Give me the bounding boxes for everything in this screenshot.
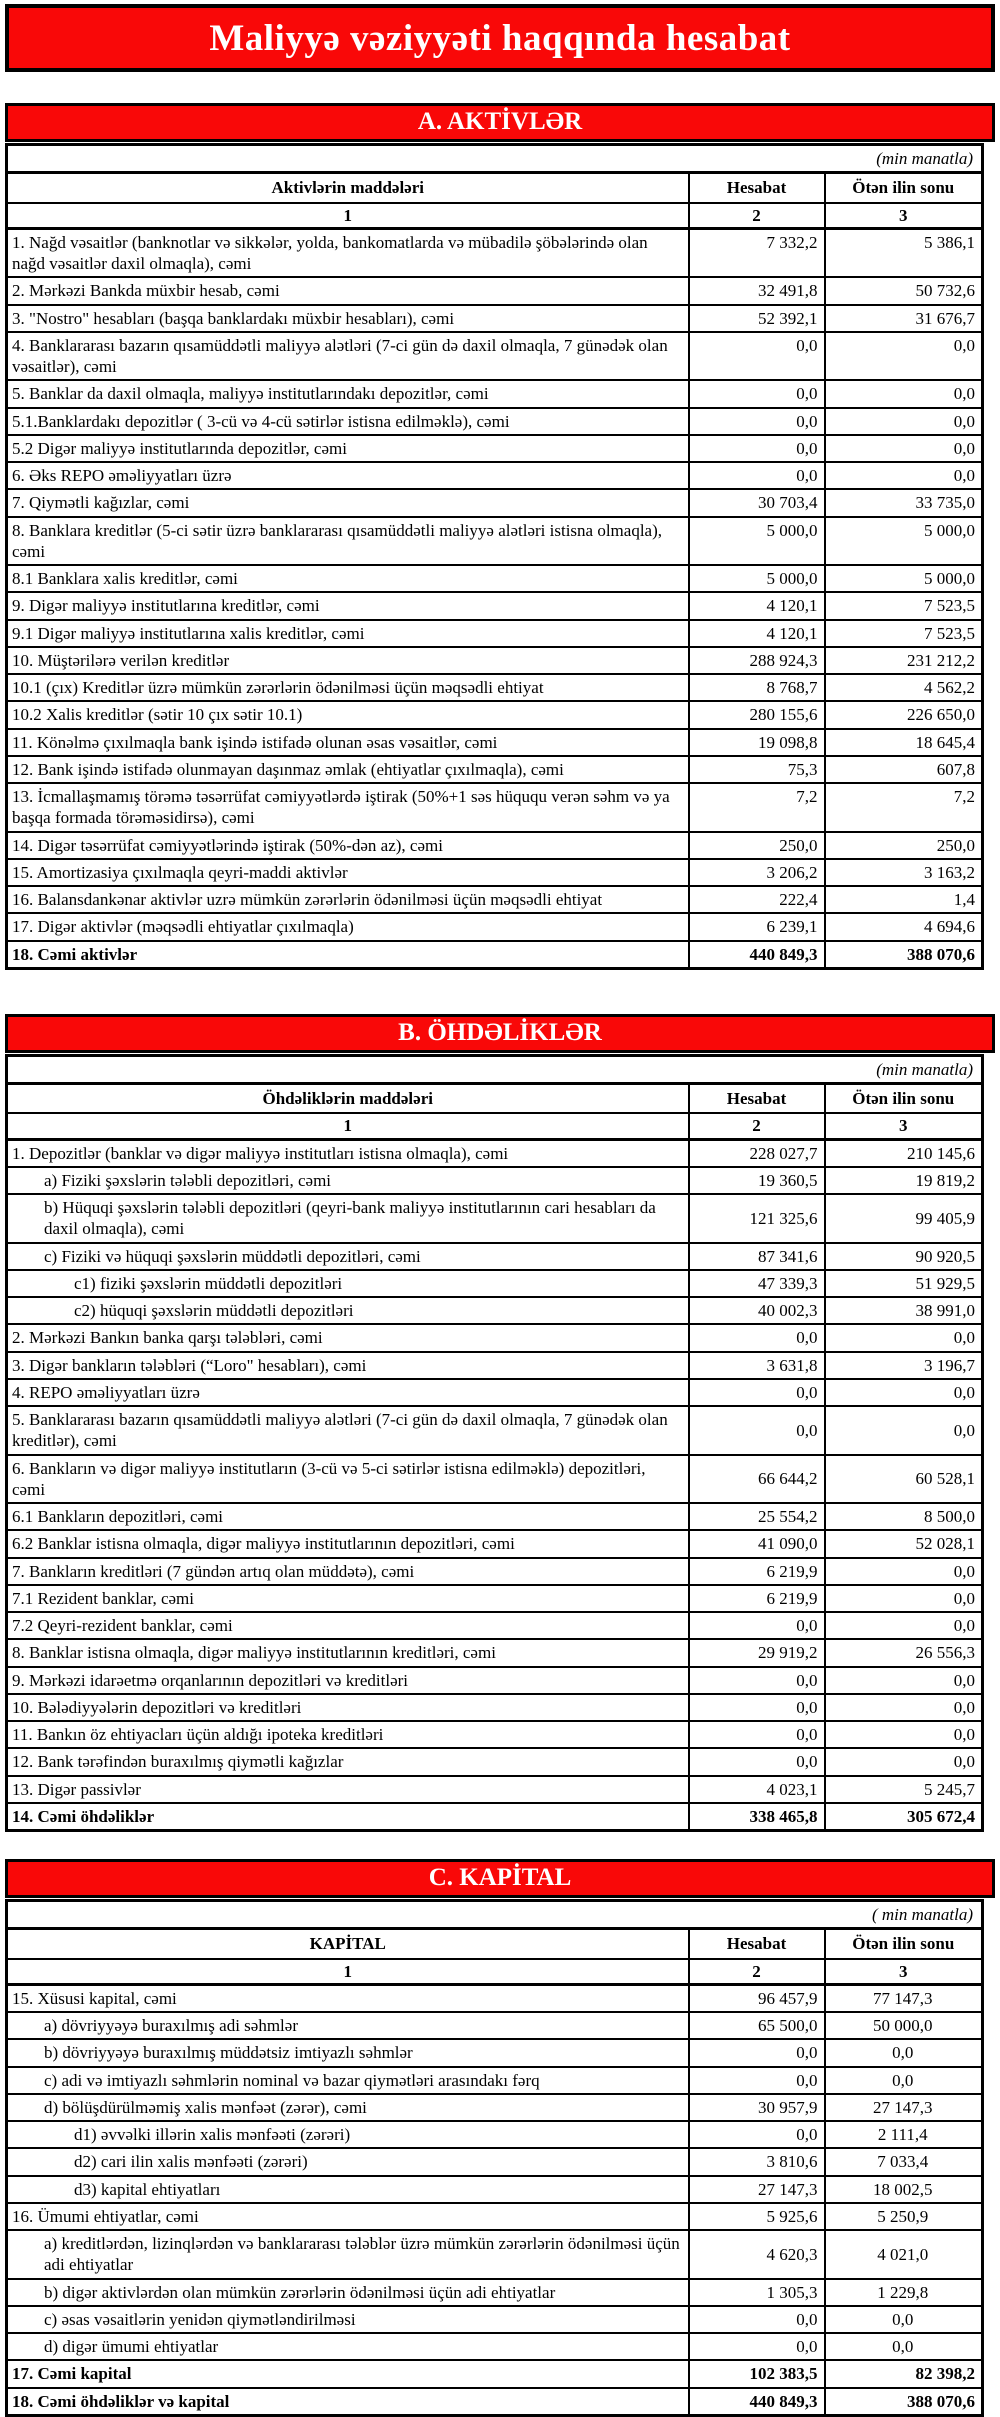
row-label: 10. Müştərilərə verilən kreditlər [7, 647, 689, 674]
table-row [7, 1270, 983, 1297]
value-oten-ilin-sonu: 0,0 [825, 1694, 983, 1721]
value-hesabat: 102 383,5 [689, 2360, 825, 2387]
table-row [7, 462, 983, 489]
value-oten-ilin-sonu: 5 000,0 [825, 517, 983, 566]
row-label: 10.2 Xalis kreditlər (sətir 10 çıx sətir 10.1) [7, 701, 689, 728]
table-row [7, 2121, 983, 2148]
row-label: b) digər aktivlərdən olan mümkün zərərlərin ödənilməsi üçün adi ehtiyatlar [7, 2279, 689, 2306]
table-row [7, 380, 983, 407]
table-row [7, 1297, 983, 1324]
table-row [7, 2148, 983, 2175]
value-hesabat: 280 155,6 [689, 701, 825, 728]
table-row [7, 2094, 983, 2121]
table-row [7, 1352, 983, 1379]
value-oten-ilin-sonu: 0,0 [825, 1667, 983, 1694]
table-row [7, 2230, 983, 2279]
value-oten-ilin-sonu: 18 645,4 [825, 729, 983, 756]
table-row [7, 1639, 983, 1666]
row-label: 12. Bank tərəfindən buraxılmış qiymətli kağızlar [7, 1748, 689, 1775]
row-label: 7.1 Rezident banklar, cəmi [7, 1585, 689, 1612]
value-hesabat: 3 631,8 [689, 1352, 825, 1379]
table-row [7, 565, 983, 592]
value-hesabat: 5 000,0 [689, 565, 825, 592]
table-row [7, 832, 983, 859]
table-row [7, 1984, 983, 2012]
table-row [7, 2012, 983, 2039]
value-oten-ilin-sonu: 52 028,1 [825, 1530, 983, 1557]
table-row [7, 1803, 983, 1831]
row-label: 5. Banklararası bazarın qısamüddətli maliyyə alətləri (7-ci gün də daxil olmaqla, 7 günədək olan kreditlər), cəmi [7, 1406, 689, 1455]
value-oten-ilin-sonu: 3 196,7 [825, 1352, 983, 1379]
table-row [7, 1139, 983, 1167]
financial-table-kapital [5, 1899, 984, 2417]
value-oten-ilin-sonu: 0,0 [825, 435, 983, 462]
unit-note-row [7, 1055, 983, 1083]
value-hesabat: 0,0 [689, 1667, 825, 1694]
value-oten-ilin-sonu: 0,0 [825, 1721, 983, 1748]
value-oten-ilin-sonu: 0,0 [825, 1406, 983, 1455]
value-oten-ilin-sonu: 38 991,0 [825, 1297, 983, 1324]
table-row [7, 2306, 983, 2333]
row-label: 2. Mərkəzi Bankda müxbir hesab, cəmi [7, 277, 689, 304]
row-label: 7.2 Qeyri-rezident banklar, cəmi [7, 1612, 689, 1639]
table-row [7, 1612, 983, 1639]
row-label: a) kreditlərdən, lizinqlərdən və banklararası tələblər üzrə mümkün zərərlərin ödənilməsi üçün adi ehtiyatlar [7, 2230, 689, 2279]
value-oten-ilin-sonu: 77 147,3 [825, 1984, 983, 2012]
row-label: 6.2 Banklar istisna olmaqla, digər maliyyə institutlarının depozitləri, cəmi [7, 1530, 689, 1557]
row-label: 5.1.Banklardakı depozitlər ( 3-cü və 4-cü sətirlər istisna edilməklə), cəmi [7, 408, 689, 435]
table-row [7, 859, 983, 886]
value-hesabat: 0,0 [689, 2306, 825, 2333]
value-hesabat: 47 339,3 [689, 1270, 825, 1297]
row-label: 7. Bankların kreditləri (7 gündən artıq olan müddətə), cəmi [7, 1558, 689, 1585]
row-label: 6. Əks REPO əməliyyatları üzrə [7, 462, 689, 489]
value-hesabat: 3 810,6 [689, 2148, 825, 2175]
value-oten-ilin-sonu: 0,0 [825, 2333, 983, 2360]
value-hesabat: 1 305,3 [689, 2279, 825, 2306]
value-oten-ilin-sonu: 26 556,3 [825, 1639, 983, 1666]
section-banner-ohdelikler: B. ÖHDƏLİKLƏR [5, 1014, 995, 1053]
value-hesabat: 0,0 [689, 1721, 825, 1748]
value-oten-ilin-sonu: 90 920,5 [825, 1243, 983, 1270]
column-header-oten-ilin-sonu: Ötən ilin sonu [825, 1084, 983, 1114]
table-row [7, 1694, 983, 1721]
value-oten-ilin-sonu: 226 650,0 [825, 701, 983, 728]
value-oten-ilin-sonu: 4 562,2 [825, 674, 983, 701]
table-row [7, 1748, 983, 1775]
table-row [7, 228, 983, 277]
value-hesabat: 66 644,2 [689, 1455, 825, 1504]
column-index-2: 2 [689, 1113, 825, 1139]
value-hesabat: 3 206,2 [689, 859, 825, 886]
table-row [7, 1379, 983, 1406]
value-oten-ilin-sonu: 99 405,9 [825, 1194, 983, 1243]
table-row [7, 2333, 983, 2360]
table-row [7, 408, 983, 435]
column-header-row [7, 1084, 983, 1114]
column-index-row [7, 203, 983, 229]
value-oten-ilin-sonu: 0,0 [825, 2039, 983, 2066]
value-oten-ilin-sonu: 82 398,2 [825, 2360, 983, 2387]
value-oten-ilin-sonu: 250,0 [825, 832, 983, 859]
value-hesabat: 0,0 [689, 408, 825, 435]
value-oten-ilin-sonu: 0,0 [825, 1558, 983, 1585]
table-row [7, 1530, 983, 1557]
column-index-3: 3 [825, 1113, 983, 1139]
value-hesabat: 338 465,8 [689, 1803, 825, 1831]
table-row [7, 435, 983, 462]
value-hesabat: 4 120,1 [689, 620, 825, 647]
row-label: 8.1 Banklara xalis kreditlər, cəmi [7, 565, 689, 592]
value-oten-ilin-sonu: 7 523,5 [825, 620, 983, 647]
row-label: 18. Cəmi aktivlər [7, 941, 689, 969]
row-label: 13. Digər passivlər [7, 1776, 689, 1803]
value-hesabat: 4 023,1 [689, 1776, 825, 1803]
value-hesabat: 228 027,7 [689, 1139, 825, 1167]
value-oten-ilin-sonu: 210 145,6 [825, 1139, 983, 1167]
table-row [7, 305, 983, 332]
value-hesabat: 0,0 [689, 1694, 825, 1721]
value-oten-ilin-sonu: 5 250,9 [825, 2203, 983, 2230]
table-row [7, 1167, 983, 1194]
row-label: 4. Banklararası bazarın qısamüddətli maliyyə alətləri (7-ci gün də daxil olmaqla, 7 günədək olan vəsaitlər), cəmi [7, 332, 689, 381]
table-row [7, 592, 983, 619]
column-header-label: Aktivlərin maddələri [7, 173, 689, 203]
value-oten-ilin-sonu: 50 000,0 [825, 2012, 983, 2039]
report-sections [0, 103, 1000, 2417]
value-oten-ilin-sonu: 0,0 [825, 380, 983, 407]
section-banner-kapital: C. KAPİTAL [5, 1859, 995, 1898]
value-hesabat: 96 457,9 [689, 1984, 825, 2012]
value-hesabat: 52 392,1 [689, 305, 825, 332]
column-index-3: 3 [825, 203, 983, 229]
row-label: 6. Bankların və digər maliyyə institutların (3-cü və 5-ci sətirlər istisna edilməklə) depozitləri, cəmi [7, 1455, 689, 1504]
table-row [7, 489, 983, 516]
value-oten-ilin-sonu: 0,0 [825, 1324, 983, 1351]
table-row [7, 2279, 983, 2306]
table-row [7, 1455, 983, 1504]
table-row [7, 1667, 983, 1694]
table-row [7, 1243, 983, 1270]
value-hesabat: 25 554,2 [689, 1503, 825, 1530]
value-hesabat: 41 090,0 [689, 1530, 825, 1557]
row-label: b) Hüquqi şəxslərin tələbli depozitləri (qeyri-bank maliyyə institutlarının cari hesabları da daxil olmaqla), cəmi [7, 1194, 689, 1243]
table-row [7, 1721, 983, 1748]
column-index-1: 1 [7, 203, 689, 229]
row-label: 14. Cəmi öhdəliklər [7, 1803, 689, 1831]
row-label: 14. Digər təsərrüfat cəmiyyətlərində iştirak (50%-dən az), cəmi [7, 832, 689, 859]
row-label: d2) cari ilin xalis mənfəəti (zərəri) [7, 2148, 689, 2175]
table-row [7, 2176, 983, 2203]
table-row [7, 2203, 983, 2230]
value-hesabat: 0,0 [689, 2039, 825, 2066]
row-label: 3. Digər bankların tələbləri (“Loro" hesabları), cəmi [7, 1352, 689, 1379]
value-hesabat: 6 219,9 [689, 1585, 825, 1612]
table-row [7, 2388, 983, 2416]
column-index-1: 1 [7, 1113, 689, 1139]
table-row [7, 1194, 983, 1243]
value-hesabat: 0,0 [689, 332, 825, 381]
value-hesabat: 0,0 [689, 380, 825, 407]
row-label: 9. Mərkəzi idarəetmə orqanlarının depozitləri və kreditləri [7, 1667, 689, 1694]
value-oten-ilin-sonu: 7,2 [825, 783, 983, 832]
row-label: c) adi və imtiyazlı səhmlərin nominal və bazar qiymətləri arasındakı fərq [7, 2067, 689, 2094]
row-label: c2) hüquqi şəxslərin müddətli depozitləri [7, 1297, 689, 1324]
value-hesabat: 0,0 [689, 2121, 825, 2148]
value-hesabat: 288 924,3 [689, 647, 825, 674]
row-label: 16. Ümumi ehtiyatlar, cəmi [7, 2203, 689, 2230]
row-label: 16. Balansdankənar aktivlər uzrə mümkün zərərlərin ödənilməsi üçün məqsədli ehtiyat [7, 886, 689, 913]
value-hesabat: 0,0 [689, 435, 825, 462]
value-hesabat: 8 768,7 [689, 674, 825, 701]
unit-note: (min manatla) [7, 145, 983, 173]
value-oten-ilin-sonu: 50 732,6 [825, 277, 983, 304]
value-hesabat: 6 239,1 [689, 913, 825, 940]
financial-report-document [0, 4, 1000, 2417]
column-header-hesabat: Hesabat [689, 1084, 825, 1114]
value-oten-ilin-sonu: 7 523,5 [825, 592, 983, 619]
value-oten-ilin-sonu: 0,0 [825, 1612, 983, 1639]
table-row [7, 517, 983, 566]
table-row [7, 1406, 983, 1455]
row-label: 9.1 Digər maliyyə institutlarına xalis kreditlər, cəmi [7, 620, 689, 647]
unit-note: (min manatla) [7, 1055, 983, 1083]
value-hesabat: 7,2 [689, 783, 825, 832]
value-hesabat: 0,0 [689, 1324, 825, 1351]
value-hesabat: 0,0 [689, 1379, 825, 1406]
value-oten-ilin-sonu: 2 111,4 [825, 2121, 983, 2148]
value-oten-ilin-sonu: 231 212,2 [825, 647, 983, 674]
section-aktivler [0, 103, 1000, 970]
table-row [7, 1585, 983, 1612]
value-oten-ilin-sonu: 4 021,0 [825, 2230, 983, 2279]
row-label: 2. Mərkəzi Bankın banka qarşı tələbləri, cəmi [7, 1324, 689, 1351]
value-oten-ilin-sonu: 0,0 [825, 332, 983, 381]
row-label: 8. Banklar istisna olmaqla, digər maliyyə institutlarının kreditləri, cəmi [7, 1639, 689, 1666]
value-oten-ilin-sonu: 5 245,7 [825, 1776, 983, 1803]
value-oten-ilin-sonu: 19 819,2 [825, 1167, 983, 1194]
column-header-hesabat: Hesabat [689, 173, 825, 203]
value-oten-ilin-sonu: 3 163,2 [825, 859, 983, 886]
section-banner-aktivler: A. AKTİVLƏR [5, 103, 995, 142]
value-hesabat: 19 098,8 [689, 729, 825, 756]
value-oten-ilin-sonu: 0,0 [825, 408, 983, 435]
column-header-oten-ilin-sonu: Ötən ilin sonu [825, 1929, 983, 1959]
column-index-1: 1 [7, 1959, 689, 1985]
row-label: c1) fiziki şəxslərin müddətli depozitləri [7, 1270, 689, 1297]
table-row [7, 2067, 983, 2094]
table-row [7, 729, 983, 756]
column-index-3: 3 [825, 1959, 983, 1985]
table-row [7, 647, 983, 674]
value-hesabat: 0,0 [689, 1406, 825, 1455]
value-oten-ilin-sonu: 0,0 [825, 462, 983, 489]
column-index-row [7, 1113, 983, 1139]
unit-note-row [7, 145, 983, 173]
unit-note: ( min manatla) [7, 1901, 983, 1929]
value-oten-ilin-sonu: 1,4 [825, 886, 983, 913]
row-label: 5.2 Digər maliyyə institutlarında depozitlər, cəmi [7, 435, 689, 462]
value-hesabat: 440 849,3 [689, 941, 825, 969]
row-label: c) əsas vəsaitlərin yenidən qiymətləndirilməsi [7, 2306, 689, 2333]
table-row [7, 783, 983, 832]
value-oten-ilin-sonu: 388 070,6 [825, 2388, 983, 2416]
column-index-row [7, 1959, 983, 1985]
row-label: 7. Qiymətli kağızlar, cəmi [7, 489, 689, 516]
table-row [7, 886, 983, 913]
column-header-row [7, 1929, 983, 1959]
value-hesabat: 4 120,1 [689, 592, 825, 619]
table-row [7, 941, 983, 969]
row-label: 15. Amortizasiya çıxılmaqla qeyri-maddi aktivlər [7, 859, 689, 886]
row-label: 1. Nağd vəsaitlər (banknotlar və sikkələr, yolda, bankomatlarda və mübadilə şöbələrində olan nağd vəsaitlər daxil olmaqla), cəmi [7, 228, 689, 277]
row-label: 4. REPO əməliyyatları üzrə [7, 1379, 689, 1406]
value-hesabat: 0,0 [689, 1612, 825, 1639]
table-row [7, 674, 983, 701]
table-row [7, 913, 983, 940]
value-hesabat: 6 219,9 [689, 1558, 825, 1585]
table-row [7, 332, 983, 381]
value-oten-ilin-sonu: 33 735,0 [825, 489, 983, 516]
value-oten-ilin-sonu: 305 672,4 [825, 1803, 983, 1831]
value-hesabat: 40 002,3 [689, 1297, 825, 1324]
value-hesabat: 65 500,0 [689, 2012, 825, 2039]
value-oten-ilin-sonu: 607,8 [825, 756, 983, 783]
row-label: 5. Banklar da daxil olmaqla, maliyyə institutlarındakı depozitlər, cəmi [7, 380, 689, 407]
column-index-2: 2 [689, 203, 825, 229]
value-oten-ilin-sonu: 0,0 [825, 2067, 983, 2094]
value-hesabat: 440 849,3 [689, 2388, 825, 2416]
row-label: d3) kapital ehtiyatları [7, 2176, 689, 2203]
table-row [7, 277, 983, 304]
value-hesabat: 5 925,6 [689, 2203, 825, 2230]
value-hesabat: 0,0 [689, 1748, 825, 1775]
row-label: b) dövriyyəyə buraxılmış müddətsiz imtiyazlı səhmlər [7, 2039, 689, 2066]
section-ohdelikler [0, 1014, 1000, 1832]
row-label: 13. İcmallaşmamış törəmə təsərrüfat cəmiyyətlərdə iştirak (50%+1 səs hüququ verən səhm və ya başqa formada törəməsidirsə), cəmi [7, 783, 689, 832]
report-title: Maliyyə vəziyyəti haqqında hesabat [5, 4, 995, 72]
column-header-label: Öhdəliklərin maddələri [7, 1084, 689, 1114]
row-label: 10.1 (çıx) Kreditlər üzrə mümkün zərərlərin ödənilməsi üçün məqsədli ehtiyat [7, 674, 689, 701]
value-hesabat: 87 341,6 [689, 1243, 825, 1270]
row-label: 10. Bələdiyyələrin depozitləri və kreditləri [7, 1694, 689, 1721]
value-oten-ilin-sonu: 0,0 [825, 1379, 983, 1406]
value-oten-ilin-sonu: 31 676,7 [825, 305, 983, 332]
table-row [7, 2039, 983, 2066]
row-label: 11. Könəlmə çıxılmaqla bank işində istifadə olunan əsas vəsaitlər, cəmi [7, 729, 689, 756]
row-label: 6.1 Bankların depozitləri, cəmi [7, 1503, 689, 1530]
row-label: 15. Xüsusi kapital, cəmi [7, 1984, 689, 2012]
column-header-row [7, 173, 983, 203]
value-hesabat: 75,3 [689, 756, 825, 783]
value-hesabat: 5 000,0 [689, 517, 825, 566]
table-row [7, 756, 983, 783]
table-row [7, 1558, 983, 1585]
value-hesabat: 7 332,2 [689, 228, 825, 277]
value-hesabat: 0,0 [689, 462, 825, 489]
value-oten-ilin-sonu: 388 070,6 [825, 941, 983, 969]
row-label: a) Fiziki şəxslərin tələbli depozitləri, cəmi [7, 1167, 689, 1194]
table-row [7, 2360, 983, 2387]
row-label: 1. Depozitlər (banklar və digər maliyyə institutları istisna olmaqla), cəmi [7, 1139, 689, 1167]
table-row [7, 620, 983, 647]
section-kapital [0, 1859, 1000, 2417]
row-label: 9. Digər maliyyə institutlarına kreditlər, cəmi [7, 592, 689, 619]
value-hesabat: 121 325,6 [689, 1194, 825, 1243]
value-oten-ilin-sonu: 18 002,5 [825, 2176, 983, 2203]
row-label: 12. Bank işində istifadə olunmayan daşınmaz əmlak (ehtiyatlar çıxılmaqla), cəmi [7, 756, 689, 783]
value-oten-ilin-sonu: 7 033,4 [825, 2148, 983, 2175]
value-hesabat: 250,0 [689, 832, 825, 859]
value-hesabat: 27 147,3 [689, 2176, 825, 2203]
value-oten-ilin-sonu: 8 500,0 [825, 1503, 983, 1530]
column-index-2: 2 [689, 1959, 825, 1985]
row-label: 17. Digər aktivlər (məqsədli ehtiyatlar çıxılmaqla) [7, 913, 689, 940]
row-label: 18. Cəmi öhdəliklər və kapital [7, 2388, 689, 2416]
value-oten-ilin-sonu: 60 528,1 [825, 1455, 983, 1504]
financial-table-aktivler [5, 143, 984, 970]
row-label: 8. Banklara kreditlər (5-ci sətir üzrə banklararası qısamüddətli maliyyə alətləri istisna olmaqla), cəmi [7, 517, 689, 566]
value-oten-ilin-sonu: 0,0 [825, 1748, 983, 1775]
value-hesabat: 222,4 [689, 886, 825, 913]
value-oten-ilin-sonu: 5 386,1 [825, 228, 983, 277]
table-row [7, 1503, 983, 1530]
table-row [7, 701, 983, 728]
value-oten-ilin-sonu: 1 229,8 [825, 2279, 983, 2306]
value-hesabat: 0,0 [689, 2333, 825, 2360]
column-header-hesabat: Hesabat [689, 1929, 825, 1959]
column-header-oten-ilin-sonu: Ötən ilin sonu [825, 173, 983, 203]
unit-note-row [7, 1901, 983, 1929]
row-label: d) bölüşdürülməmiş xalis mənfəət (zərər), cəmi [7, 2094, 689, 2121]
table-row [7, 1776, 983, 1803]
row-label: 3. "Nostro" hesabları (başqa banklardakı müxbir hesabları), cəmi [7, 305, 689, 332]
value-oten-ilin-sonu: 0,0 [825, 2306, 983, 2333]
value-hesabat: 0,0 [689, 2067, 825, 2094]
value-hesabat: 32 491,8 [689, 277, 825, 304]
value-hesabat: 30 703,4 [689, 489, 825, 516]
value-oten-ilin-sonu: 51 929,5 [825, 1270, 983, 1297]
value-oten-ilin-sonu: 0,0 [825, 1585, 983, 1612]
row-label: d) digər ümumi ehtiyatlar [7, 2333, 689, 2360]
row-label: 11. Bankın öz ehtiyacları üçün aldığı ipoteka kreditləri [7, 1721, 689, 1748]
value-oten-ilin-sonu: 5 000,0 [825, 565, 983, 592]
value-hesabat: 19 360,5 [689, 1167, 825, 1194]
row-label: d1) əvvəlki illərin xalis mənfəəti (zərəri) [7, 2121, 689, 2148]
row-label: a) dövriyyəyə buraxılmış adi səhmlər [7, 2012, 689, 2039]
value-oten-ilin-sonu: 4 694,6 [825, 913, 983, 940]
table-row [7, 1324, 983, 1351]
value-hesabat: 30 957,9 [689, 2094, 825, 2121]
value-oten-ilin-sonu: 27 147,3 [825, 2094, 983, 2121]
value-hesabat: 29 919,2 [689, 1639, 825, 1666]
value-hesabat: 4 620,3 [689, 2230, 825, 2279]
column-header-label: KAPİTAL [7, 1929, 689, 1959]
row-label: c) Fiziki və hüquqi şəxslərin müddətli depozitləri, cəmi [7, 1243, 689, 1270]
financial-table-ohdelikler [5, 1054, 984, 1832]
row-label: 17. Cəmi kapital [7, 2360, 689, 2387]
